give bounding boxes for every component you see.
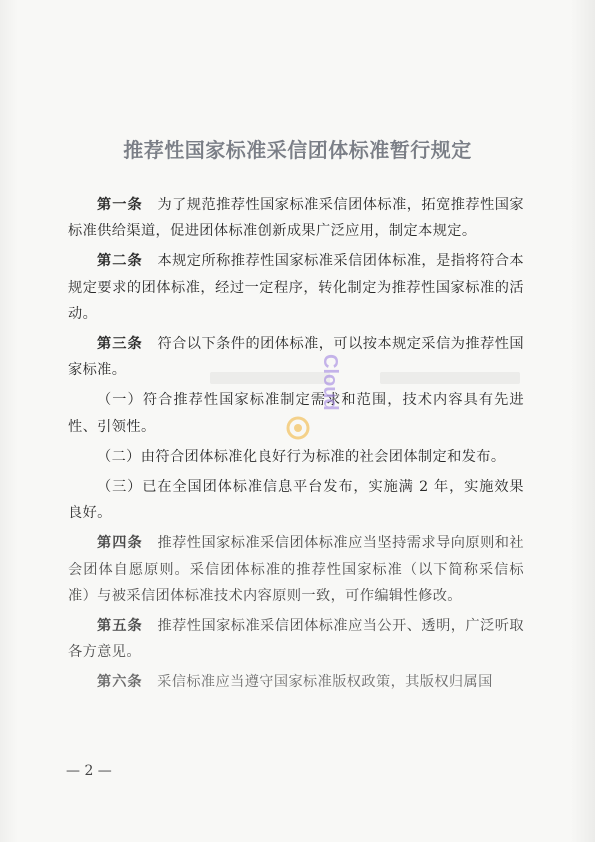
clause-text: （三）已在全国团体标准信息平台发布，实施满 2 年，实施效果良好。 [68,479,524,522]
article-number: 第四条 [97,535,143,552]
article-2 [68,248,524,327]
article-6 [68,669,524,695]
page-number: — 2 — [66,763,112,779]
document-title: 推荐性国家标准采信团体标准暂行规定 [123,138,472,162]
article-5 [68,613,524,665]
watermark-text: Cloud [319,354,341,411]
clause-2 [68,444,524,470]
clause-3 [68,474,524,526]
article-text: 推荐性国家标准采信团体标准应当公开、透明，广泛听取各方意见。 [68,618,524,661]
article-text: 符合以下条件的团体标准，可以按本规定采信为推荐性国家标准。 [68,336,524,379]
article-number: 第二条 [97,253,143,270]
article-number: 第一条 [97,197,143,213]
article-1 [68,192,524,244]
cloud-watermark-icon [284,346,344,446]
article-number: 第三条 [97,336,143,353]
article-text: 采信标准应当遵守国家标准版权政策，其版权归属国 [157,674,493,691]
clause-text: （二）由符合团体标准化良好行为标准的社会团体制定和发布。 [97,448,506,465]
clause-text: （一）符合推荐性国家标准制定需求和范围，技术内容具有先进性、引领性。 [68,392,524,435]
article-4 [68,530,524,609]
article-text: 为了规范推荐性国家标准采信团体标准，拓宽推荐性国家标准供给渠道，促进团体标准创新成果广泛应用，制定本规定。 [68,197,524,240]
article-number: 第六条 [97,674,143,691]
article-text: 推荐性国家标准采信团体标准应当坚持需求导向原则和社会团体自愿原则。采信团体标准的推荐性国家标准（以下简称采信标准）与被采信团体标准技术内容原则一致，可作编辑性修改。 [68,535,524,604]
article-number: 第五条 [97,618,143,635]
article-text: 本规定所称推荐性国家标准采信团体标准，是指将符合本规定要求的团体标准，经过一定程序，转化制定为推荐性国家标准的活动。 [68,253,524,322]
